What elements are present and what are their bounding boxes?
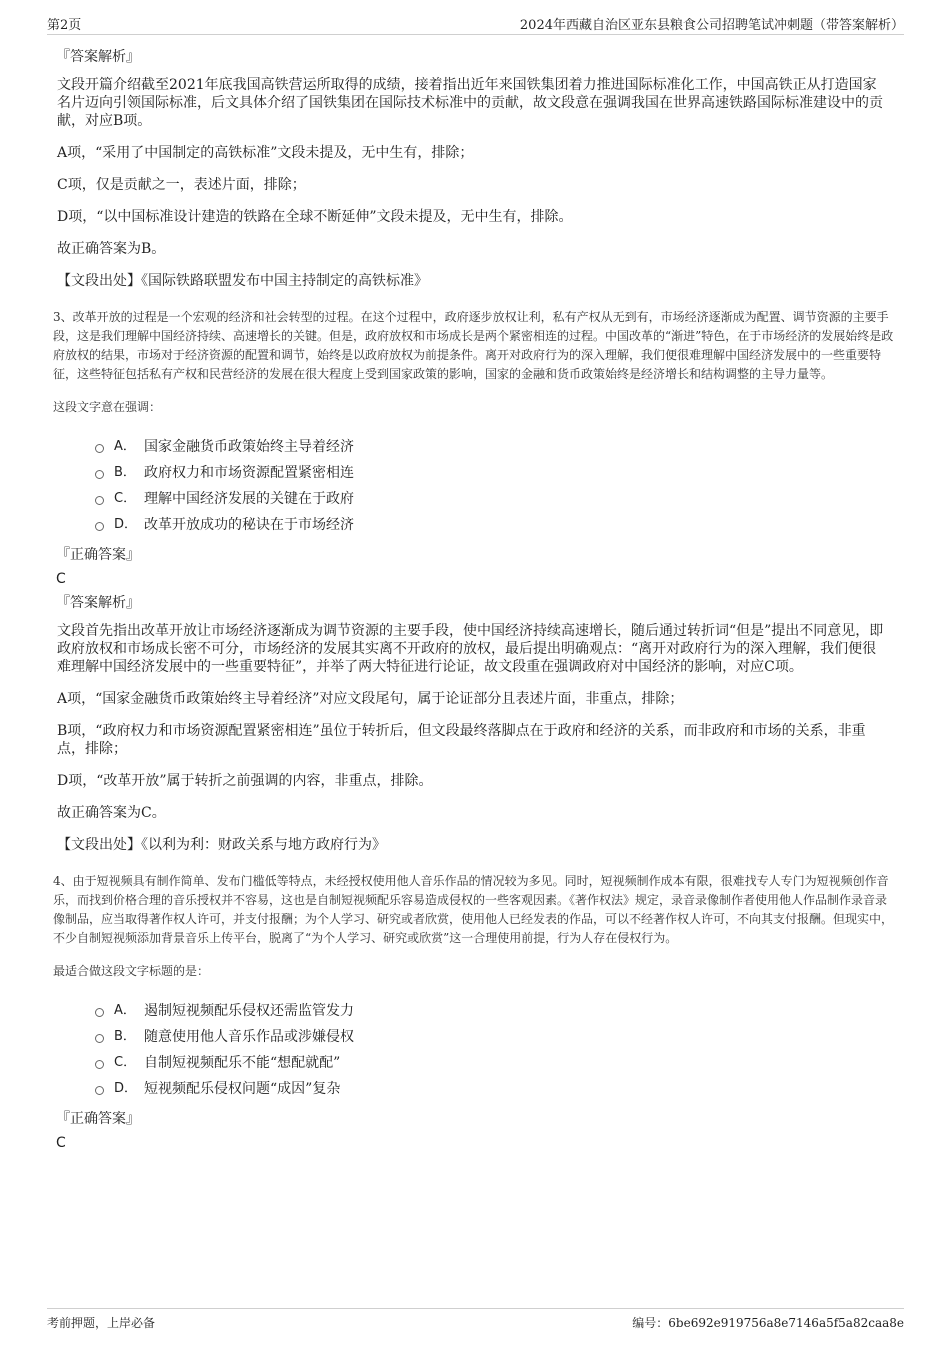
option-text: 理解中国经济发展的关键在于政府 [144, 491, 354, 507]
footer-slogan: 考前押题，上岸必备 [47, 1316, 156, 1330]
question-4-prompt: 最适合做这段文字标题的是： [53, 964, 210, 978]
document-title: 2024年西藏自治区亚东县粮食公司招聘笔试冲刺题（带答案解析） [519, 18, 904, 33]
option-d[interactable] [95, 1076, 904, 1102]
analysis-conclusion: 故正确答案为C。 [57, 805, 166, 821]
radio-icon[interactable] [95, 1034, 104, 1043]
option-letter: B． [114, 465, 136, 480]
radio-icon[interactable] [95, 496, 104, 505]
passage-source: 【文段出处】《以利为利：财政关系与地方政府行为》 [57, 837, 386, 853]
option-c[interactable] [95, 486, 904, 512]
option-b[interactable] [95, 460, 904, 486]
analysis-option-d: D项，“以中国标准设计建造的铁路在全球不断延伸”文段未提及，无中生有，排除。 [57, 209, 573, 225]
radio-icon[interactable] [95, 1060, 104, 1069]
radio-icon[interactable] [95, 470, 104, 479]
question-3-prompt: 这段文字意在强调： [53, 400, 162, 414]
radio-icon[interactable] [95, 522, 104, 531]
option-letter: D． [114, 1081, 138, 1096]
analysis-conclusion: 故正确答案为B。 [57, 241, 166, 257]
radio-icon[interactable] [95, 444, 104, 453]
option-text: 改革开放成功的秘诀在于市场经济 [144, 517, 354, 533]
option-text: 短视频配乐侵权问题“成因”复杂 [144, 1081, 341, 1097]
option-text: 自制短视频配乐不能“想配就配” [144, 1055, 341, 1071]
option-letter: B． [114, 1029, 136, 1044]
option-letter: A． [114, 1003, 136, 1018]
question-3-text: 3、改革开放的过程是一个宏观的经济和社会转型的过程。在这个过程中，政府逐步放权让利，私有产权从无到有，市场经济逐渐成为配置、调节资源的主要手段，这是我们理解中国经济持续、高速增长的关键。但是，政府放权和市场成长是两个紧密相连的过程。中国改革的“渐进”特色，在于市场经济的发展始终是政府放权的结果，市场对于经济资源的配置和调节，始终是以政府放权为前提条件。离开对政府行为的深入理解，我们便很难理解中国经济发展中的一些重要特征，这些特征包括私有产权和民营经济的发展在很大程度上受到国家政策的影响，国家的金融和货币政策始终是经济增长和结构调整的主导力量等。 [53, 310, 894, 381]
option-text: 遏制短视频配乐侵权还需监管发力 [144, 1003, 354, 1019]
option-letter: C． [114, 491, 137, 506]
option-letter: C． [114, 1055, 137, 1070]
page-header [47, 14, 904, 35]
option-a[interactable] [95, 998, 904, 1024]
question-4-text: 4、由于短视频具有制作简单、发布门槛低等特点，未经授权使用他人音乐作品的情况较为多见。同时，短视频制作成本有限，很难找专人专门为短视频创作音乐，而找到价格合理的音乐授权并不容易，这也是自制短视频配乐容易造成侵权的一些客观因素。《著作权法》规定，录音录像制作者使用他人作品制作录音录像制品，应当取得著作权人许可，并支付报酬；为个人学习、研究或者欣赏，使用他人已经发表的作品，可以不经著作权人许可，不向其支付报酬。但现实中，不少自制短视频添加背景音乐上传平台，脱离了“为个人学习、研究或欣赏”这一合理使用前提，行为人存在侵权行为。 [53, 874, 894, 945]
option-b[interactable] [95, 1024, 904, 1050]
analysis-option-a: A项，“采用了中国制定的高铁标准”文段未提及，无中生有，排除； [57, 145, 474, 161]
analysis-option-c: C项，仅是贡献之一，表述片面，排除； [57, 177, 306, 193]
option-a[interactable] [95, 434, 904, 460]
analysis-label: 『答案解析』 [56, 595, 140, 611]
page-number: 第2页 [47, 18, 82, 33]
analysis-option-a: A项，“国家金融货币政策始终主导着经济”对应文段尾句，属于论证部分且表述片面，非重点，排除； [57, 691, 684, 707]
radio-icon[interactable] [95, 1086, 104, 1095]
option-d[interactable] [95, 512, 904, 538]
option-text: 政府权力和市场资源配置紧密相连 [144, 465, 354, 481]
page-footer [47, 1308, 904, 1331]
analysis-label: 『答案解析』 [56, 49, 140, 65]
question-4-options [95, 998, 904, 1102]
correct-answer: C [56, 1135, 66, 1151]
correct-answer-label: 『正确答案』 [56, 1111, 140, 1127]
option-letter: D． [114, 517, 138, 532]
correct-answer-label: 『正确答案』 [56, 547, 140, 563]
footer-serial: 编号：6be692e919756a8e7146a5f5a82caa8e [632, 1316, 904, 1330]
option-text: 随意使用他人音乐作品或涉嫌侵权 [144, 1029, 354, 1045]
option-letter: A． [114, 439, 136, 454]
passage-source: 【文段出处】《国际铁路联盟发布中国主持制定的高铁标准》 [57, 273, 428, 289]
page-content [47, 42, 904, 1158]
correct-answer: C [56, 571, 66, 587]
analysis-option-d: D项，“改革开放”属于转折之前强调的内容，非重点，排除。 [57, 773, 433, 789]
question-3-options [95, 434, 904, 538]
analysis-option-b: B项，“政府权力和市场资源配置紧密相连”虽位于转折后，但文段最终落脚点在于政府和经济的关系，而非政府和市场的关系，非重点，排除； [57, 723, 866, 757]
radio-icon[interactable] [95, 1008, 104, 1017]
analysis-main: 文段首先指出改革开放让市场经济逐渐成为调节资源的主要手段，使中国经济持续高速增长，随后通过转折词“但是”提出不同意见，即政府放权和市场成长密不可分，市场经济的发展其实离不开政府的放权，最后提出明确观点：“离开对政府行为的深入理解，我们便很难理解中国经济发展中的一些重要特征”，并举了两大特征进行论证，故文段重在强调政府对中国经济的影响，对应C项。 [57, 623, 884, 675]
analysis-main: 文段开篇介绍截至2021年底我国高铁营运所取得的成绩，接着指出近年来国铁集团着力推进国际标准化工作，中国高铁正从打造国家名片迈向引领国际标准，后文具体介绍了国铁集团在国际技术标准中的贡献，故文段意在强调我国在世界高速铁路国际标准建设中的贡献，对应B项。 [57, 77, 883, 129]
option-text: 国家金融货币政策始终主导着经济 [144, 439, 354, 455]
option-c[interactable] [95, 1050, 904, 1076]
